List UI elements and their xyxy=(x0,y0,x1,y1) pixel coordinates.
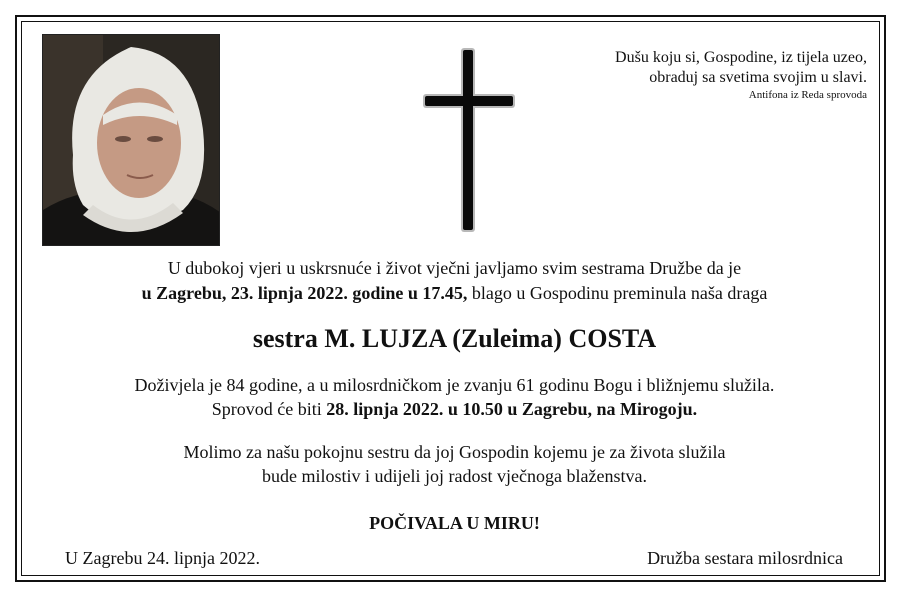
funeral-date-place: 28. lipnja 2022. u 10.50 u Zagrebu, na Mirogoju. xyxy=(326,399,698,419)
place-date: U Zagrebu 24. lipnja 2022. xyxy=(65,548,260,568)
details-line-2 xyxy=(0,397,909,421)
rest-in-peace: POČIVALA U MIRU! xyxy=(369,513,540,533)
death-date-place: u Zagrebu, 23. lipnja 2022. godine u 17.45, xyxy=(141,283,468,303)
prayer-line-1: Molimo za našu pokojnu sestru da joj Gospodin kojemu je za života služila xyxy=(183,442,726,462)
announcement-line-2-rest: blago u Gospodinu preminula naša draga xyxy=(467,283,768,303)
announcement-line-1: U dubokoj vjeri u uskrsnuće i život vječni javljamo svim sestrama Družbe da je xyxy=(167,258,742,278)
signature: Družba sestara milosrdnica xyxy=(647,548,843,568)
deceased-name: sestra M. LUJZA (Zuleima) COSTA xyxy=(252,324,657,353)
antiphon-line-2: obraduj sa svetima svojim u slavi. xyxy=(649,69,867,86)
cross-icon xyxy=(420,46,520,234)
portrait-photo xyxy=(42,34,220,246)
details-line-1: Doživjela je 84 godine, a u milosrdničkom je zvanju 61 godinu Bogu i bližnjemu služila. xyxy=(134,375,775,395)
announcement-line-2 xyxy=(0,281,909,305)
prayer-line-2: bude milostiv i udijeli joj radost vječnoga blaženstva. xyxy=(262,466,647,486)
antiphon-source: Antifona iz Reda sprovoda xyxy=(748,89,867,101)
funeral-prefix: Sprovod će biti xyxy=(211,399,327,419)
antiphon-quote xyxy=(527,48,867,102)
antiphon-line-1: Dušu koju si, Gospodine, iz tijela uzeo, xyxy=(615,49,867,66)
